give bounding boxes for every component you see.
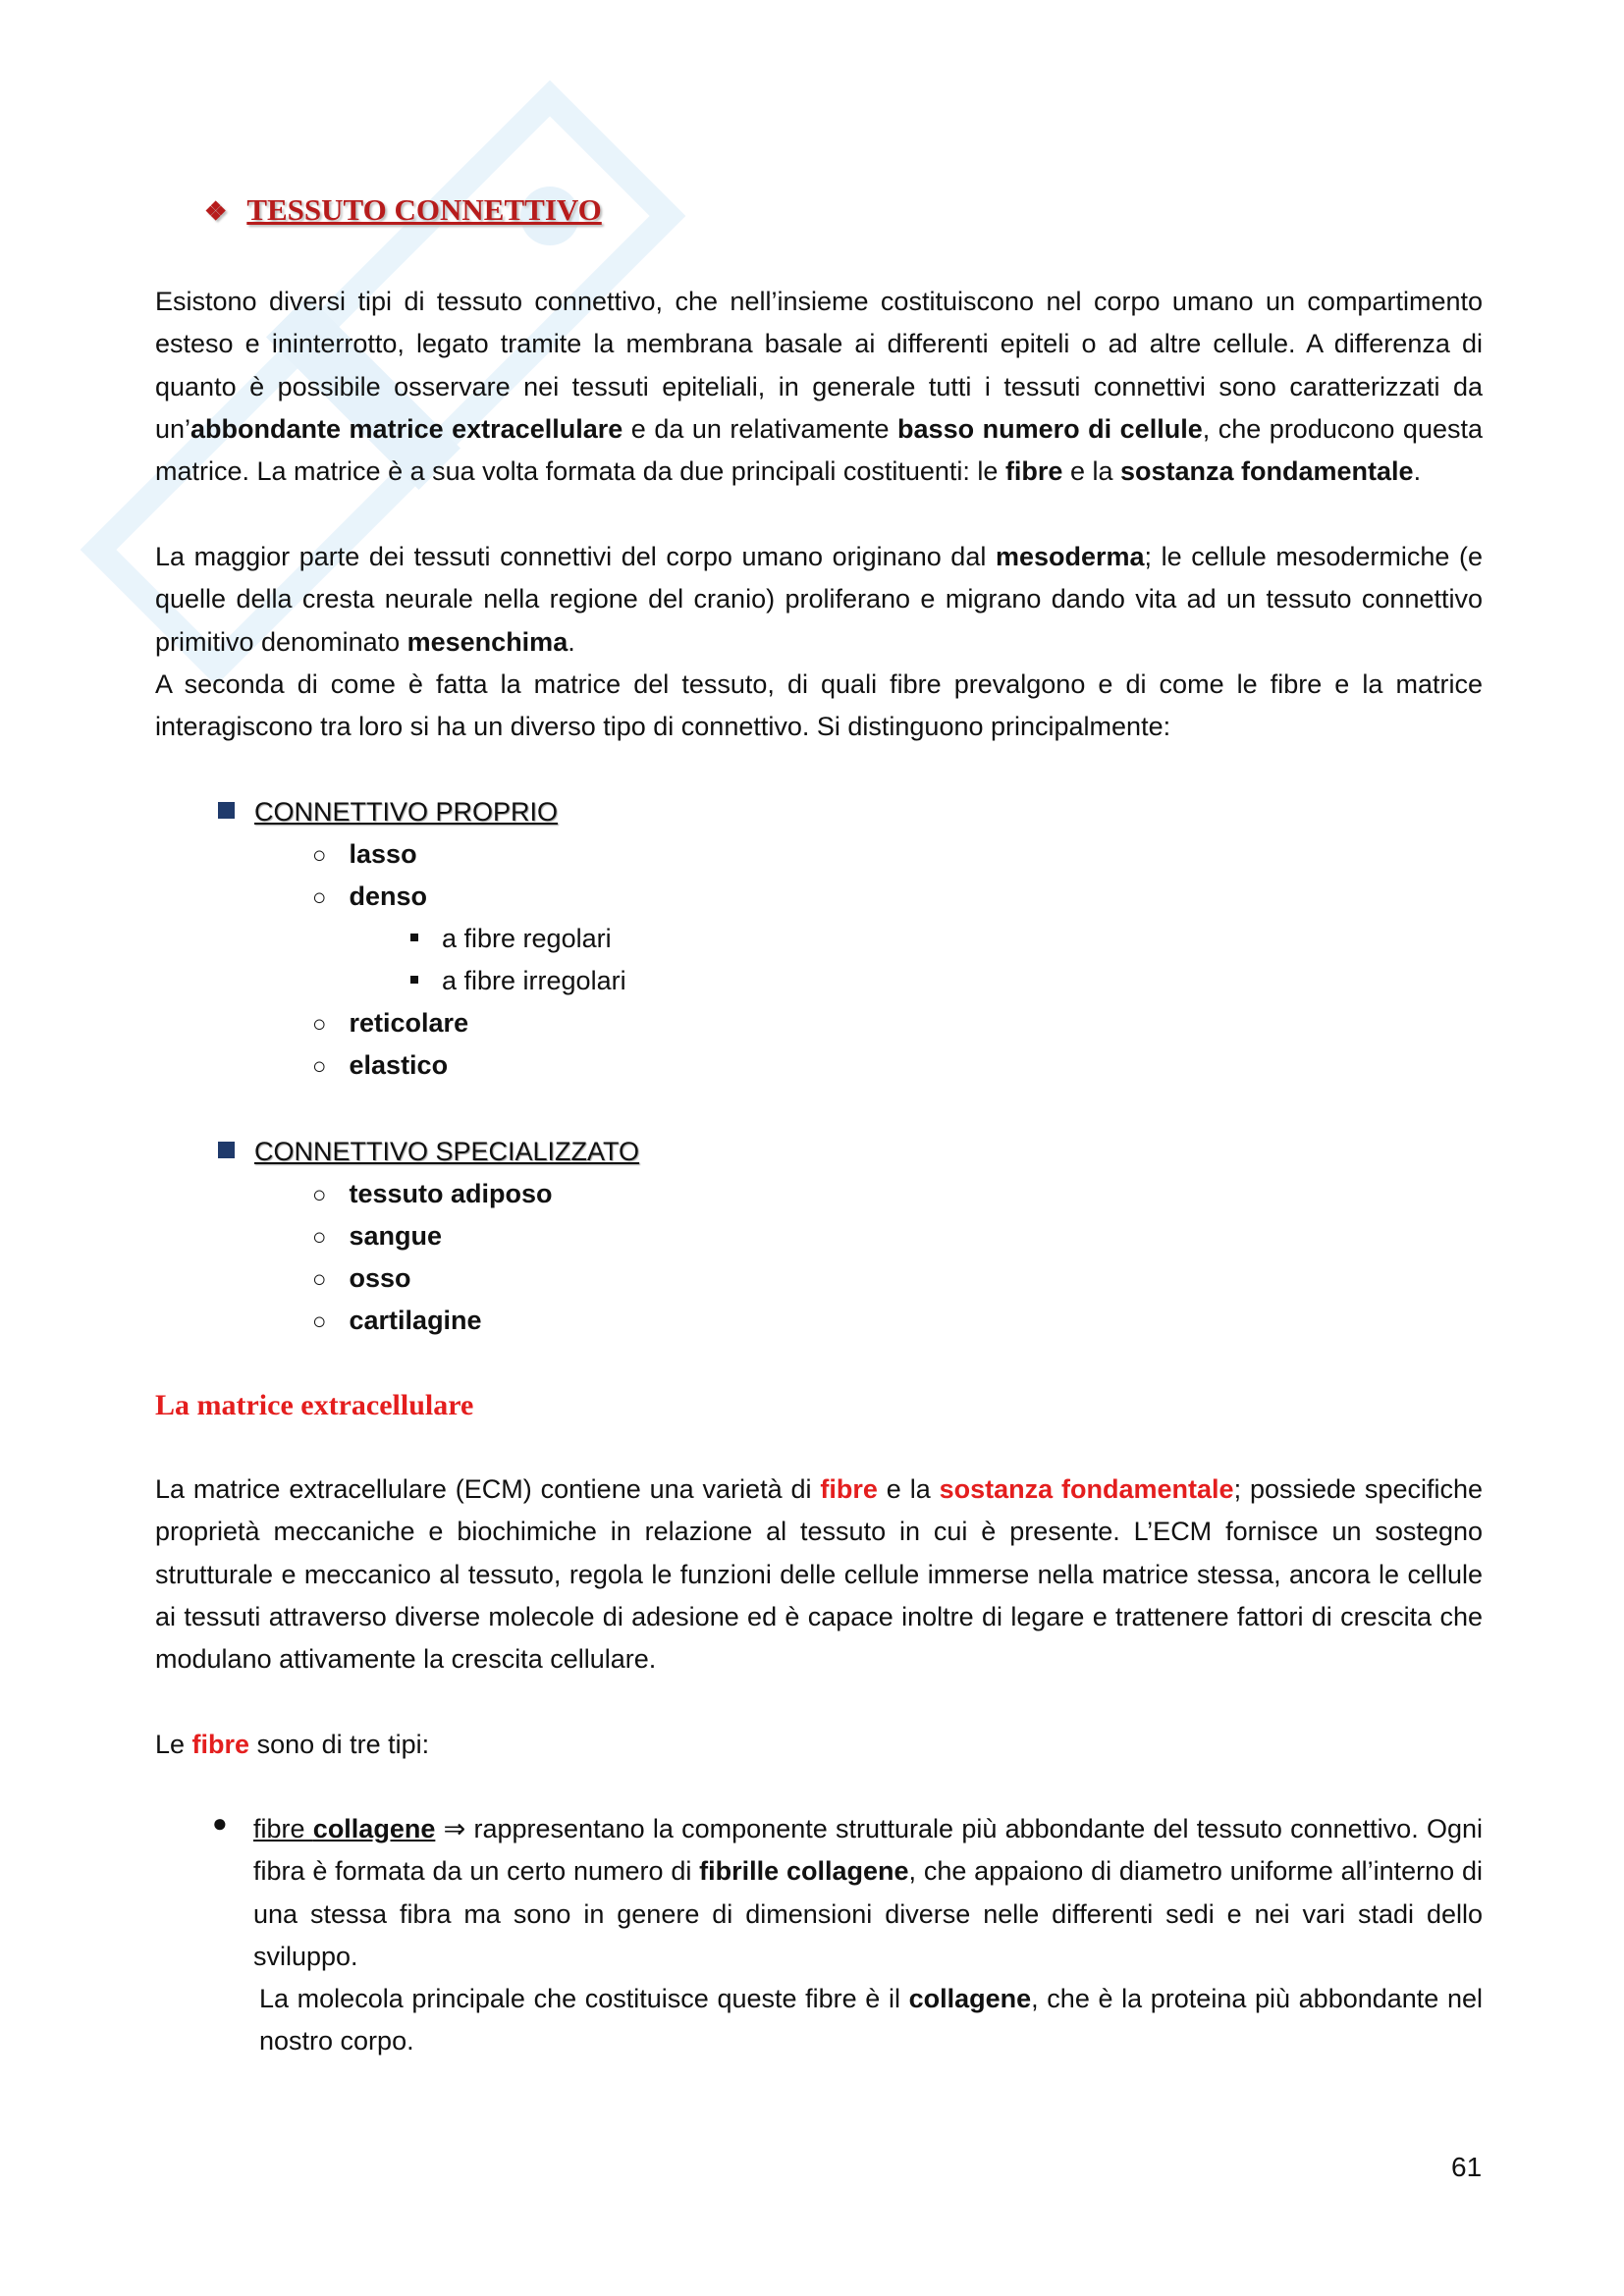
collagen-bullet: [253, 1808, 1483, 2063]
square-bullet-icon: [218, 802, 235, 819]
list-item: ○ elastico: [312, 1044, 448, 1088]
collagen-paragraph-1: fibre collagene ⇒ rappresentano la componente strutturale più abbondante del tessuto connettivo. Ogni fibra è formata da un certo numero di fibrille collagene, che appaiono di diametro uniforme all’interno di una stessa fibra ma sono in genere di dimensioni diverse nelle differenti sedi e nei vari stadi dello sviluppo.: [253, 1814, 1483, 1971]
diamond-bullet-icon: ❖: [204, 197, 228, 226]
list-item: ○ cartilagine: [312, 1300, 482, 1343]
fibre-types-intro: Le fibre sono di tre tipi:: [155, 1730, 430, 1759]
circle-bullet-icon: ○: [312, 842, 327, 869]
circle-bullet-icon: ○: [312, 1011, 327, 1038]
matrix-heading: La matrice extracellulare: [155, 1389, 474, 1421]
list-item: ○ osso: [312, 1257, 411, 1301]
list-item: ○ reticolare: [312, 1002, 468, 1045]
list-item: a fibre irregolari: [410, 960, 626, 1002]
dot-bullet-icon: ●: [212, 1808, 228, 1838]
intro-paragraph-2: La maggior parte dei tessuti connettivi del corpo umano originano dal mesoderma; le cellule mesodermiche (e quelle della cresta neurale nella regione del cranio) proliferano e migrano dando vita ad un tessuto connettivo primitivo denominato mesenchima.: [155, 542, 1483, 657]
list-item-connettivo-specializzato: CONNETTIVO SPECIALIZZATO: [218, 1131, 639, 1173]
square-bullet-icon: [410, 934, 418, 941]
square-bullet-icon: [410, 976, 418, 984]
list-item: ○ denso: [312, 876, 427, 919]
list-item: a fibre regolari: [410, 918, 612, 960]
collagen-paragraph-2: La molecola principale che costituisce queste fibre è il collagene, che è la proteina più abbondante nel nostro corpo.: [259, 1984, 1483, 2056]
list-item: ○ tessuto adiposo: [312, 1173, 553, 1216]
list-item: ○ sangue: [312, 1215, 442, 1258]
implies-arrow-icon: ⇒: [443, 1814, 466, 1843]
page-number: 61: [1451, 2152, 1483, 2182]
intro-paragraph-3: A seconda di come è fatta la matrice del tessuto, di quali fibre prevalgono e di come le fibre e la matrice interagiscono tra loro si ha un diverso tipo di connettivo. Si distinguono principalmente:: [155, 669, 1483, 742]
list-item-connettivo-proprio: CONNETTIVO PROPRIO: [218, 791, 558, 833]
section-title: ❖ TESSUTO CONNETTIVO: [204, 192, 602, 227]
circle-bullet-icon: ○: [312, 884, 327, 911]
intro-paragraph-1: Esistono diversi tipi di tessuto connettivo, che nell’insieme costituiscono nel corpo umano un compartimento esteso e ininterrotto, legato tramite la membrana basale ai differenti epiteli o ad altre cellule. A differenza di quanto è possibile osservare nei tessuti epiteliali, in generale tutti i tessuti connettivi sono caratterizzati da un’abbondante matrice extracellulare e da un relativamente basso numero di cellule, che producono questa matrice. La matrice è a sua volta formata da due principali costituenti: le fibre e la sostanza fondamentale.: [155, 287, 1483, 487]
circle-bullet-icon: ○: [312, 1182, 327, 1208]
circle-bullet-icon: ○: [312, 1308, 327, 1335]
circle-bullet-icon: ○: [312, 1266, 327, 1293]
matrix-paragraph: La matrice extracellulare (ECM) contiene una varietà di fibre e la sostanza fondamentale; possiede specifiche proprietà meccaniche e biochimiche in relazione al tessuto in cui è presente. L’ECM fornisce un sostegno strutturale e meccanico al tessuto, regola le funzioni delle cellule immerse nella matrice stessa, ancora le cellule ai tessuti attraverso diverse molecole di adesione ed è capace inoltre di legare e trattenere fattori di crescita che modulano attivamente la crescita cellulare.: [155, 1474, 1483, 1675]
list-item: ○ lasso: [312, 833, 417, 877]
square-bullet-icon: [218, 1142, 235, 1158]
circle-bullet-icon: ○: [312, 1053, 327, 1080]
circle-bullet-icon: ○: [312, 1224, 327, 1251]
